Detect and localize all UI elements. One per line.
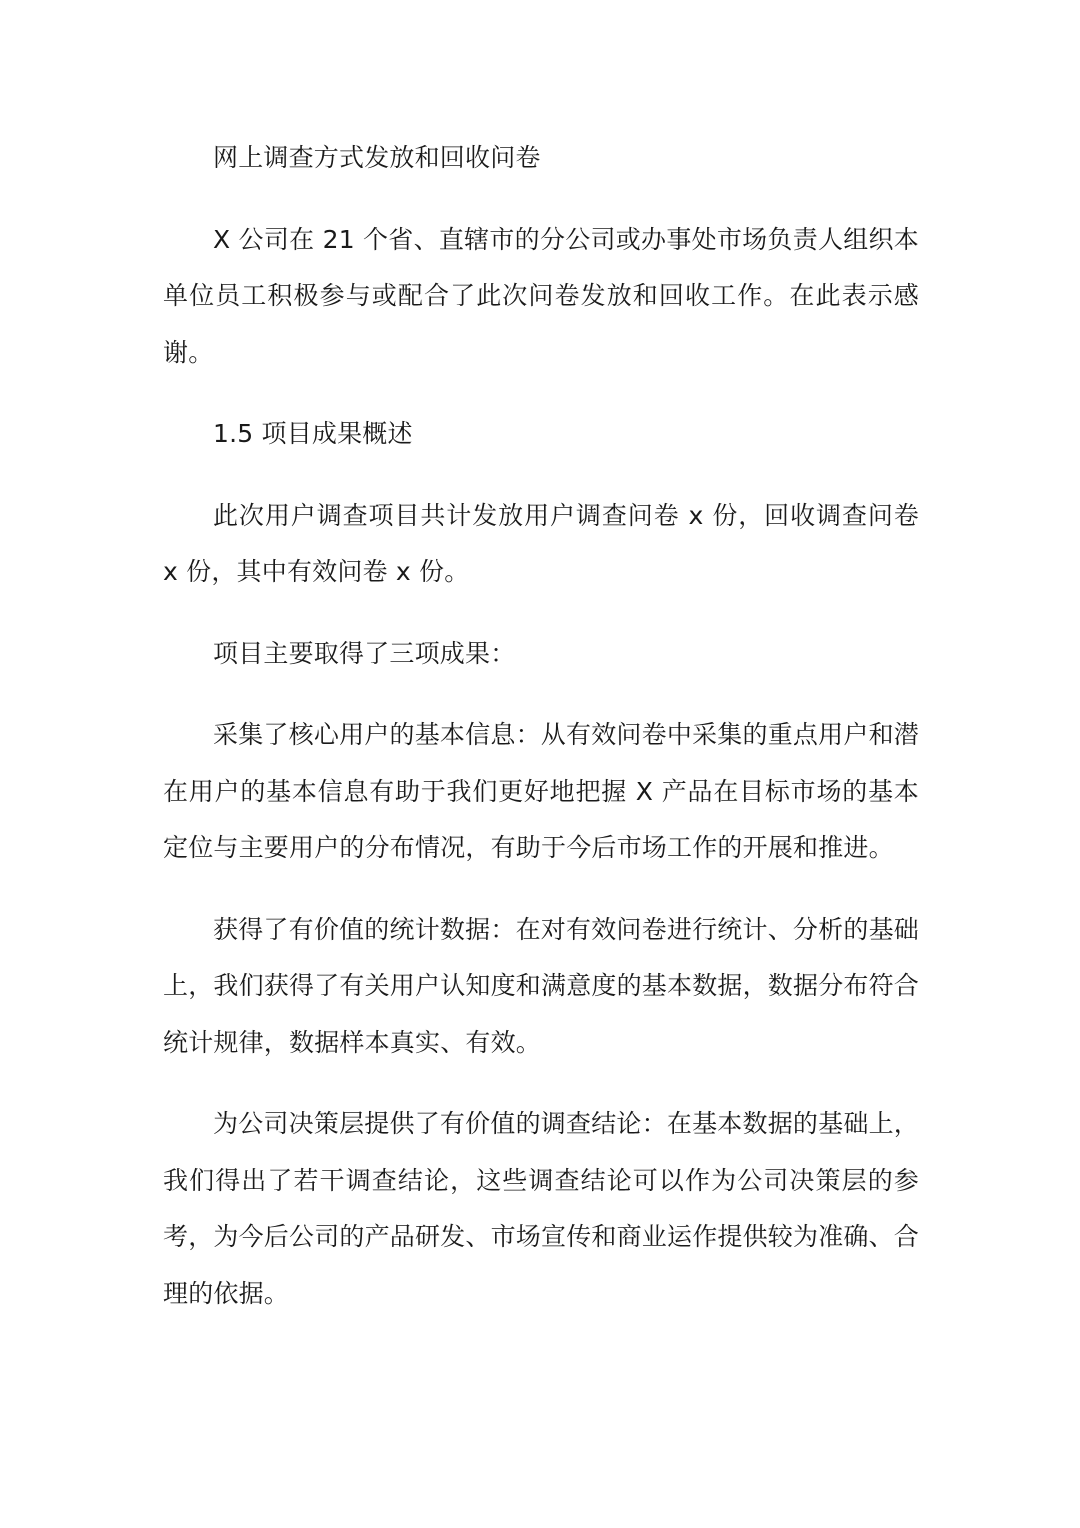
- paragraph-acknowledgement: X 公司在 21 个省、直辖市的分公司或办事处市场负责人组织本单位员工积极参与或配合了此次问卷发放和回收工作。在此表示感谢。: [163, 224, 919, 367]
- paragraph-results-intro: 项目主要取得了三项成果：: [213, 638, 516, 668]
- paragraph-result-statistics: 获得了有价值的统计数据：在对有效问卷进行统计、分析的基础上，我们获得了有关用户认知度和满意度的基本数据，数据分布符合统计规律，数据样本真实、有效。: [163, 914, 920, 1057]
- document-page: [163, 130, 919, 1322]
- paragraph-survey-counts: 此次用户调查项目共计发放用户调查问卷 x 份，回收调查问卷 x 份，其中有效问卷 x 份。: [163, 500, 919, 586]
- paragraph-result-conclusions: 为公司决策层提供了有价值的调查结论：在基本数据的基础上，我们得出了若干调查结论，这些调查结论可以作为公司决策层的参考，为今后公司的产品研发、市场宣传和商业运作提供较为准确、合理的依据。: [163, 1109, 920, 1308]
- paragraph-survey-method: 网上调查方式发放和回收问卷: [213, 143, 541, 172]
- paragraph-result-user-info: 采集了核心用户的基本信息：从有效问卷中采集的重点用户和潜在用户的基本信息有助于我们更好地把握 X 产品在目标市场的基本定位与主要用户的分布情况，有助于今后市场工作的开展和推进。: [163, 720, 919, 862]
- section-heading-1-5: 1.5 项目成果概述: [213, 419, 413, 448]
